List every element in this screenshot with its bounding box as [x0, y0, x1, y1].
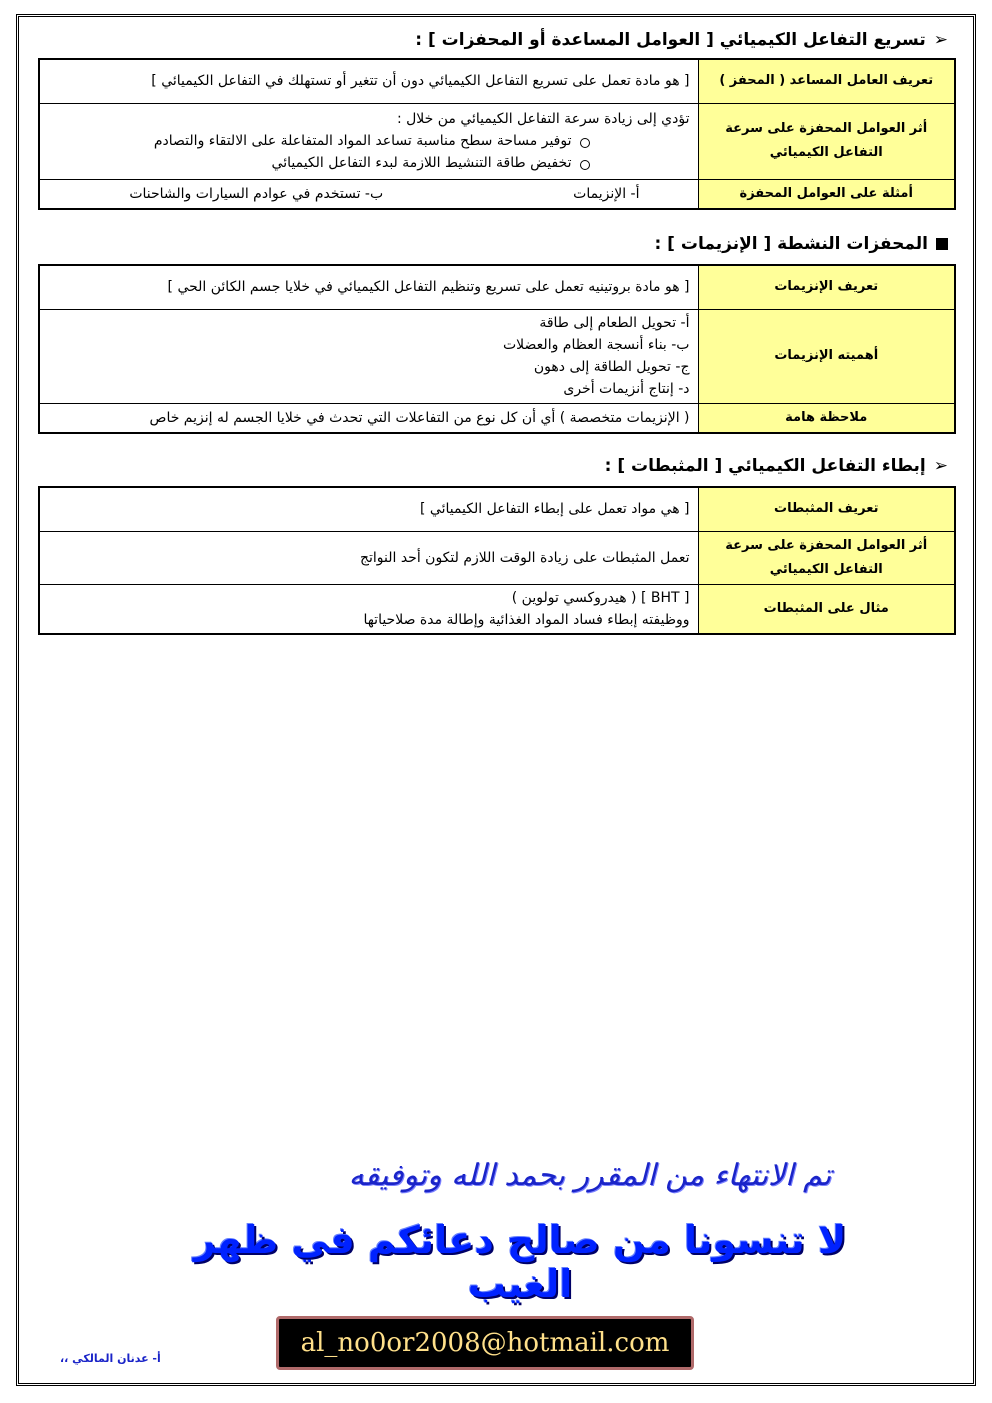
catalyst-table	[38, 58, 956, 210]
list-item: توفير مساحة سطح مناسبة تساعد المواد المتفاعلة على الالتقاء والتصادم	[48, 130, 590, 152]
inhibitors-definition-text: [ هي مواد تعمل على إبطاء التفاعل الكيميائي ]	[39, 487, 698, 531]
inhibitor-example-line1: [ BHT ] ( هيدروكسي تولوين )	[511, 589, 690, 606]
catalyst-effect-list	[48, 130, 690, 174]
table-row	[39, 487, 955, 531]
enzymes-note-text: ( الإنزيمات متخصصة ) أي أن كل نوع من التفاعلات التي تحدث في خلايا الجسم له إنزيم خاص	[39, 403, 698, 433]
enzymes-table	[38, 264, 956, 434]
arrow-bullet-icon: ➢	[933, 456, 948, 476]
table-row	[39, 584, 955, 634]
enzymes-definition-label: تعريف الإنزيمات	[698, 265, 955, 309]
enzymes-importance-label: أهميته الإنزيمات	[698, 309, 955, 403]
square-bullet-icon	[936, 238, 948, 250]
arrow-bullet-icon: ➢	[933, 30, 948, 50]
catalyst-effect-label: أثر العوامل المحفزة على سرعة التفاعل الكيميائي	[698, 103, 955, 179]
section1-title	[415, 30, 948, 50]
section2-title	[654, 234, 948, 254]
catalyst-definition-text: [ هو مادة تعمل على تسريع التفاعل الكيميائي دون أن تتغير أو تستهلك في التفاعل الكيميائي ]	[39, 59, 698, 103]
section3-title	[605, 456, 948, 476]
table-row	[39, 403, 955, 433]
enzymes-importance-content	[39, 309, 698, 403]
table-row	[39, 103, 955, 179]
dua-calligraphy: تم الانتهاء من المقرر بحمد الله وتوفيقه	[348, 1158, 832, 1193]
inhibitors-definition-label: تعريف المثبطات	[698, 487, 955, 531]
section2-title-text: المحفزات النشطة [ الإنزيمات ] :	[654, 234, 928, 254]
table-row	[39, 265, 955, 309]
example-b: ب- تستخدم في عوادم السيارات والشاحنات	[129, 185, 384, 202]
inhibitor-example-line2: ووظيفته إبطاء فساد المواد الغذائية وإطالة مدة صلاحياتها	[363, 611, 690, 628]
enzymes-definition-text: [ هو مادة بروتينيه تعمل على تسريع وتنظيم التفاعل الكيميائي في خلايا جسم الكائن الحي ]	[39, 265, 698, 309]
inhibitors-effect-label: أثر العوامل المحفزة على سرعة التفاعل الكيميائي	[698, 531, 955, 584]
example-a: أ- الإنزيمات	[573, 185, 640, 202]
list-item: ب- بناء أنسجة العظام والعضلات	[503, 337, 690, 353]
dua-banner: لا تنسونا من صالح دعائكم في ظهر الغيب	[193, 1218, 847, 1306]
list-item: تخفيض طاقة التنشيط اللازمة لبدء التفاعل الكيميائي	[48, 152, 590, 174]
table-row	[39, 59, 955, 103]
inhibitors-table	[38, 486, 956, 635]
section3-title-text: إبطاء التفاعل الكيميائي [ المثبطات ] :	[604, 456, 926, 476]
list-item: د- إنتاج أنزيمات أخرى	[563, 381, 690, 397]
table-row	[39, 531, 955, 584]
inhibitors-example-label: مثال على المثبطات	[698, 584, 955, 634]
catalyst-definition-label: تعريف العامل المساعد ( المحفز )	[698, 59, 955, 103]
author-signature: أ- عدنان المالكي ،،	[60, 1352, 161, 1365]
list-item: ج- تحويل الطاقة إلى دهون	[533, 359, 690, 375]
inhibitors-example-content	[39, 584, 698, 634]
email-text: al_no0or2008@hotmail.com	[300, 1328, 670, 1358]
section1-title-text: تسريع التفاعل الكيميائي [ العوامل المساعدة أو المحفزات ] :	[415, 30, 926, 50]
catalyst-effect-intro: تؤدي إلى زيادة سرعة التفاعل الكيميائي من خلال :	[396, 111, 690, 127]
email-box	[276, 1316, 694, 1370]
list-item: أ- تحويل الطعام إلى طاقة	[539, 315, 690, 331]
catalyst-effect-content	[39, 103, 698, 179]
catalyst-examples-label: أمثلة على العوامل المحفزة	[698, 179, 955, 209]
table-row	[39, 179, 955, 209]
table-row	[39, 309, 955, 403]
enzymes-note-label: ملاحظة هامة	[698, 403, 955, 433]
catalyst-examples-content	[39, 179, 698, 209]
inhibitors-effect-text: تعمل المثبطات على زيادة الوقت اللازم لتكون أحد النواتج	[39, 531, 698, 584]
